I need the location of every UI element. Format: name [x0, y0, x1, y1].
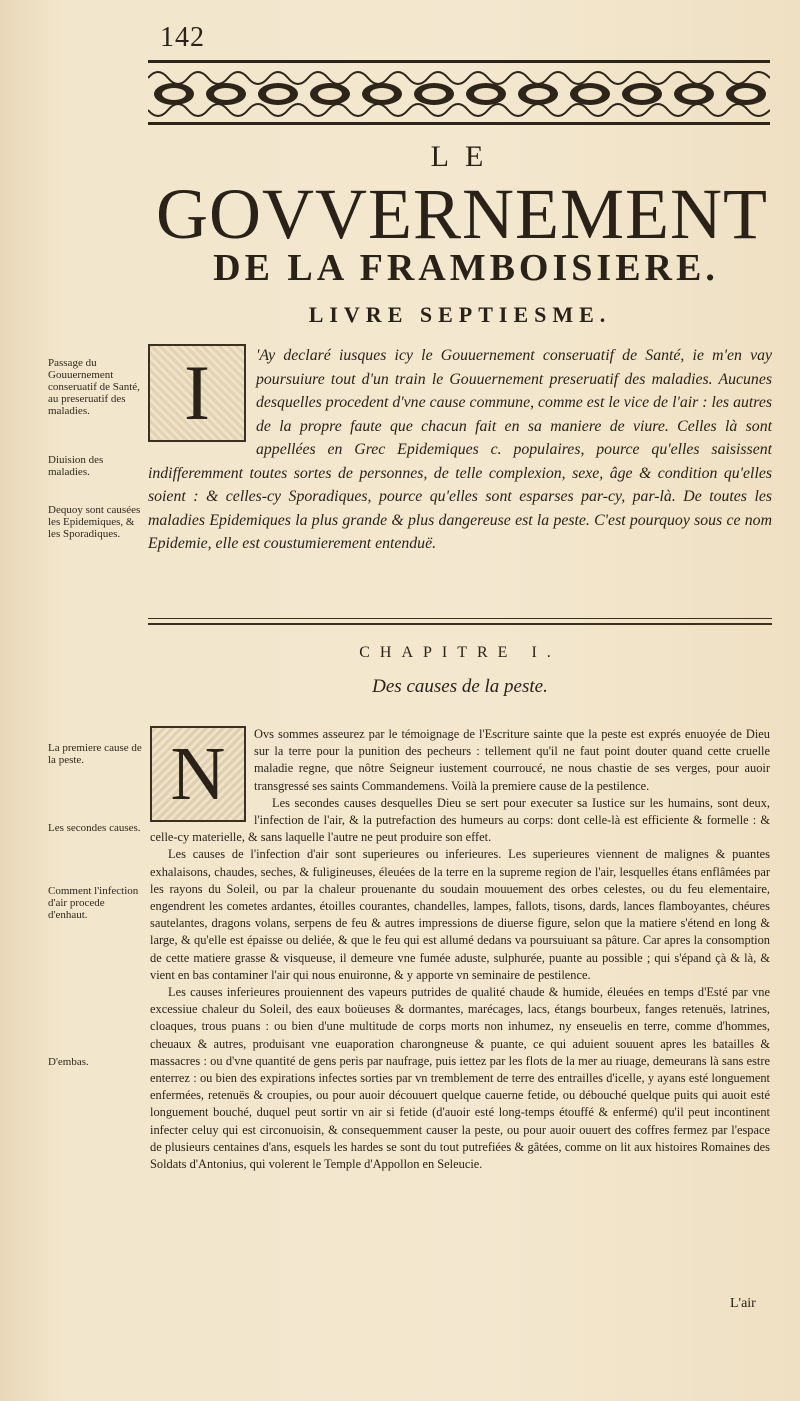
chapter-heading: CHAPITRE I.: [359, 644, 561, 661]
margin-note: Les secondes causes.: [48, 822, 141, 834]
body-paragraph: Les causes de l'infection d'air sont superieures ou inferieures. Les superieures viennent de malignes & puantes exhalaisons, chaudes, seches, & fuligineuses, éleuées de la terre en la supreme region de l'air, lesquelles étans enflâmées par les rayons du Soleil, ou par la chaleur prouenante du soudain mouuement des orbes celestes, ou du feu elementaire, engendrent les cometes ardantes, étoilles courantes, chandelles, lampes, fallots, tisons, dards, lances flamboyantes, chéures sautelantes, dragons volans, serpens de feu & autres impressions de diuerse figure, selon que la matiere s'étend en long & large, & qu'elle est épaisse ou deliée, & que le feu qui est allumé dedans va poursuiuant sa pâture. Car apres la consomption de cette matiere grasse & visqueuse, il demeure vne fumée aduste, sulphurée, puante au possible ; qui s'épand çà & là, & vient en bas contaminer l'air qui nous enuironne, & y apporte vn seminaire de pestilence.: [150, 847, 770, 982]
title-subtitle: DE LA FRAMBOISIERE.: [213, 247, 719, 289]
chapter-body: [150, 726, 770, 1173]
margin-note: La premiere cause de la peste.: [48, 742, 142, 766]
body-paragraph: Les secondes causes desquelles Dieu se sert pour executer sa Iustice sur les humains, sont deux, l'infection de l'air, & la putrefaction des humeurs au corps: dont celle-là est efficiente & formelle : & celle-cy materielle, & sans laquelle l'autre ne peut produire son effet.: [150, 795, 770, 845]
header-ornament: [148, 58, 770, 128]
margin-note: Diuision des maladies.: [48, 454, 104, 478]
catchword: L'air: [730, 1296, 756, 1311]
chapter-title: Des causes de la peste.: [372, 676, 548, 697]
page-number: 142: [160, 22, 205, 53]
section-divider: [148, 618, 772, 625]
body-paragraph: Ovs sommes asseurez par le témoignage de l'Escriture sainte que la peste est exprés enuoyée de Dieu sur la terre pour la punition des pecheurs : tellement qu'il ne faut point douter quand cette cruelle maladie regne, que nôtre Seigneur iustement courroucé, ne nous chastie de ses verges, pour auoir transgressé ses saints Commandemens. Voilà la premiere cause de la pestilence.: [254, 727, 770, 793]
title-main: GOVVERNEMENT: [156, 174, 768, 254]
margin-note: Comment l'infection d'air procede d'enhaut.: [48, 885, 139, 921]
decorated-initial-letter: N: [152, 728, 244, 820]
margin-note: Dequoy sont causées les Epidemiques, & les Sporadiques.: [48, 504, 141, 540]
margin-note: D'embas.: [48, 1056, 89, 1068]
decorated-initial: [148, 344, 246, 442]
decorated-initial-letter: I: [150, 346, 244, 440]
title-le: LE: [430, 140, 500, 173]
intro-text: 'Ay declaré iusques icy le Gouuernement conseruatif de Santé, ie m'en vay poursuiure tout d'un train le Gouuernement preseruatif des maladies. Aucunes desquelles procedent d'vne cause commune, comme est le vice de l'air : les autres de la propre faute que chacun fait en sa maniere de viure. Celles là sont appellées en Grec Epidemiques c. populaires, pource qu'elles saisissent indifferemment toutes sortes de personnes, de telle complexion, sexe, âge & condition qu'elles soient : & celles-cy Sporadiques, pource qu'elles sont esparses par-cy, par-là. De toutes les maladies Epidemiques la plus grande & plus dangereuse est la peste. C'est pourquoy sous ce nom Epidemie, elle est coustumierement entenduë.: [148, 347, 772, 552]
body-paragraph: Les causes inferieures prouiennent des vapeurs putrides de qualité chaude & humide, éleuées en temps d'Esté par vne excessiue chaleur du Soleil, des eaux boüeuses & dormantes, marécages, lacs, étangs bourbeux, fanges retenuës, latrines, cloaques, trous puans : ou bien d'une multitude de corps morts non inhumez, ny enseuelis en terre, comme d'hommes, cheuaux & autres, produisant vne euaporation charongneuse & puante, ce qui aduient souuent apres les batailles & massacres : ou d'vne quantité de gens peris par naufrage, puis iettez par les flots de la mer au riuage, demeurans là sans estre enterrez : ou bien des expirations infectes sorties par vn tremblement de terre des entrailles d'icelle, y ayans esté longuement enfermées, retenuës & croupies, ou pour auoir découuert quelque cauerne fetide, ou débouché quelque puits qui auoit esté longuement bouché, duquel peut sortir vn air si fetide (d'auoir esté long-temps étouffé & enfermé) qu'il peut incontinent infecter celuy qui est circonuoisin, & consequemment causer la peste, ou pour auoir ouuert des coffres fermez par l'espace de plusieurs centaines d'ans, esquels les hardes se sont du tout putrefiées & gâtées, comme on lit aux histoires Romaines des Soldats d'Antonius, qui volerent le Temple d'Appollon en Seleucie.: [150, 985, 770, 1172]
margin-note: Passage du Gouuernement conseruatif de Santé, au preseruatif des maladies.: [48, 357, 140, 417]
decorated-initial: [150, 726, 246, 822]
book-heading: LIVRE SEPTIESME.: [308, 302, 612, 327]
intro-paragraph: [148, 344, 772, 556]
